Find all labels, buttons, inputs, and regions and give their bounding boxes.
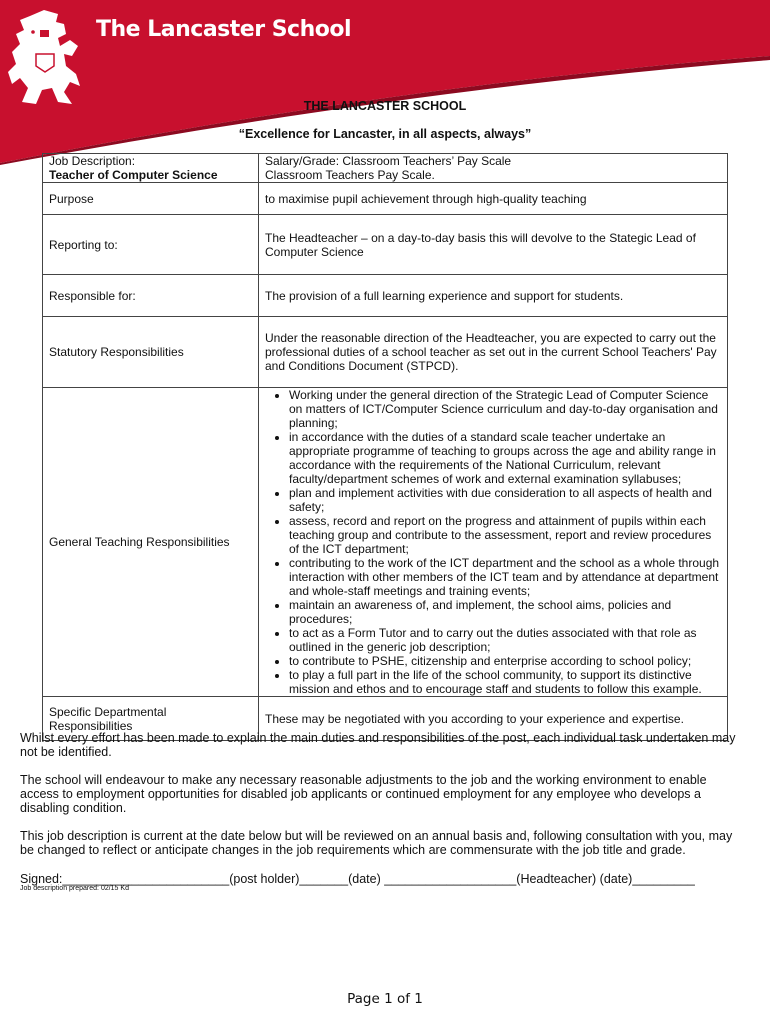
row-label: Specific Departmental Responsibilities: [43, 697, 259, 741]
duty-item: • to contribute to PSHE, citizenship and enterprise according to school policy;: [289, 654, 721, 668]
purpose-row: [43, 183, 728, 215]
salary-line-1: Salary/Grade: Classroom Teachers’ Pay Scale: [265, 154, 512, 168]
job-title-cell: [43, 154, 259, 183]
duty-item: • in accordance with the duties of a standard scale teacher undertake an appropriate programme of teaching to groups across the age and ability range in accordance with the requirements of the National Curriculum, relevant faculty/department schemes of work and external examination syllabuses;: [289, 430, 721, 486]
duty-item: • contributing to the work of the ICT department and the school as a whole through interaction with other members of the ICT team and by attendance at department and whole-staff meetings and training events;: [289, 556, 721, 598]
duty-item: • plan and implement activities with due consideration to all aspects of health and safety;: [289, 486, 721, 514]
row-text: Under the reasonable direction of the Headteacher, you are expected to carry out the professional duties of a school teacher as set out in the current School Teachers' Pay and Conditions Document (STPCD).: [259, 317, 728, 388]
page-number: Page 1 of 1: [347, 991, 423, 1007]
disclaimer-paragraph: Whilst every effort has been made to explain the main duties and responsibilities of the post, each individual task undertaken may not be identified.: [20, 731, 736, 759]
lion-crest-logo: [6, 8, 88, 108]
job-description-label: Job Description:: [49, 154, 136, 168]
row-label: Responsible for:: [43, 275, 259, 317]
job-title: Teacher of Computer Science: [49, 168, 218, 182]
prepared-note: Job description prepared: 02/15 Kd: [20, 885, 129, 892]
row-text: The Headteacher – on a day-to-day basis this will devolve to the Stategic Lead of Computer Science: [259, 215, 728, 275]
salary-cell: [259, 154, 728, 183]
row-label: General Teaching Responsibilities: [43, 388, 259, 697]
duty-item: • assess, record and report on the progress and attainment of pupils within each teaching group and contribute to the assessment, report and review procedures of the ICT department;: [289, 514, 721, 556]
school-name: The Lancaster School: [96, 17, 352, 42]
salary-line-2: Classroom Teachers Pay Scale.: [265, 168, 435, 182]
row-label: Reporting to:: [43, 215, 259, 275]
adjustments-paragraph: The school will endeavour to make any necessary reasonable adjustments to the job and the working environment to enable access to employment opportunities for disabled job applicants or continued employment for any employee who develops a disabling condition.: [20, 773, 707, 815]
row-text: to maximise pupil achievement through high-quality teaching: [259, 183, 728, 215]
school-motto: “Excellence for Lancaster, in all aspects, always”: [238, 127, 532, 141]
duty-item: • to act as a Form Tutor and to carry out the duties associated with that role as outlined in the generic job description;: [289, 626, 721, 654]
row-label: Statutory Responsibilities: [43, 317, 259, 388]
duties-list: [265, 388, 721, 696]
general-row: [43, 388, 728, 697]
reporting-row: [43, 215, 728, 275]
document-title: THE LANCASTER SCHOOL: [303, 99, 467, 113]
row-text: The provision of a full learning experience and support for students.: [259, 275, 728, 317]
duty-item: • Working under the general direction of the Strategic Lead of Computer Science on matters of ICT/Computer Science curriculum and day-to-day organisation and planning;: [289, 388, 721, 430]
responsible-row: [43, 275, 728, 317]
row-label: Purpose: [43, 183, 259, 215]
duty-item: • to play a full part in the life of the school community, to support its distinctive mission and ethos and to encourage staff and students to follow this example.: [289, 668, 721, 696]
job-description-table: [42, 153, 728, 741]
statutory-row: [43, 317, 728, 388]
row-text: These may be negotiated with you according to your experience and expertise.: [259, 697, 728, 741]
signature-line: Signed:________________________(post holder)_______(date) ___________________(Headteacher) (date)_________: [20, 872, 695, 886]
duty-item: • maintain an awareness of, and implement, the school aims, policies and procedures;: [289, 598, 721, 626]
review-paragraph: This job description is current at the date below but will be reviewed on an annual basis and, following consultation with you, may be changed to reflect or anticipate changes in the job requirements which are commensurate with the job title and grade.: [20, 829, 733, 857]
job-header-row: [43, 154, 728, 183]
duties-cell: [259, 388, 728, 697]
